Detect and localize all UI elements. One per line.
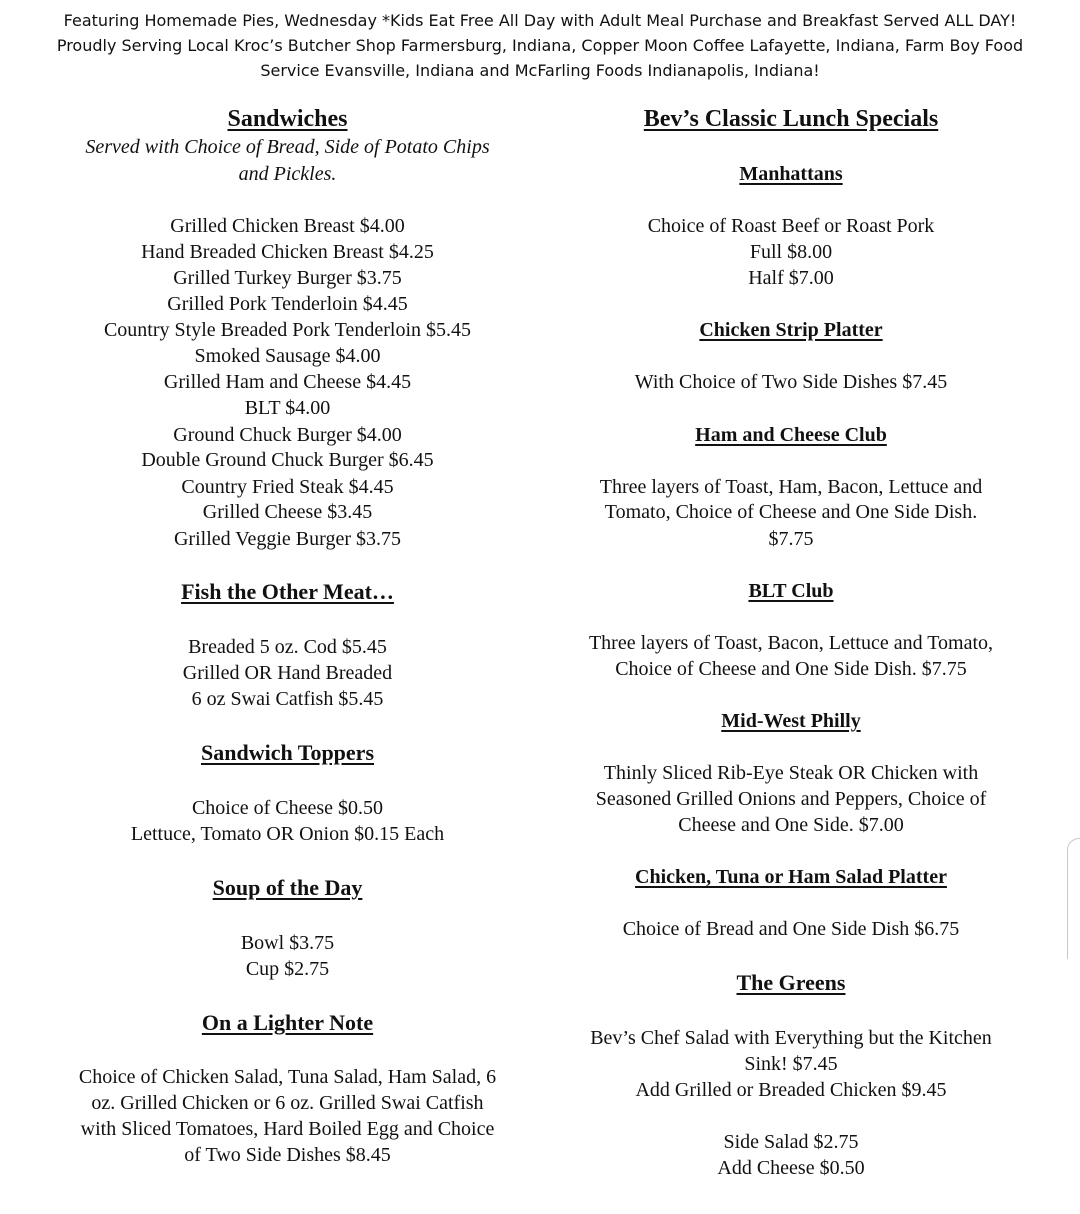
description-line: Seasoned Grilled Onions and Peppers, Choice of (595, 788, 987, 810)
specials-heading: Bev’s Classic Lunch Specials (643, 106, 939, 132)
menu-item: BLT $4.00 (244, 397, 331, 419)
menu-item: Cup $2.75 (245, 958, 330, 980)
menu-item: Hand Breaded Chicken Breast $4.25 (141, 241, 434, 263)
intro-line: Proudly Serving Local Kroc’s Butcher Shop Farmersburg, Indiana, Copper Moon Coffee Lafayette, Indiana, Farm Boy Food (56, 36, 1024, 55)
description-line: Three layers of Toast, Ham, Bacon, Lettuce and (599, 476, 983, 498)
menu-item: Bowl $3.75 (240, 932, 335, 954)
menu-item: Lettuce, Tomato OR Onion $0.15 Each (130, 823, 445, 845)
description-line: With Choice of Two Side Dishes $7.45 (634, 371, 948, 393)
menu-item: Country Style Breaded Pork Tenderloin $5.45 (103, 319, 472, 341)
description-line: Choice of Chicken Salad, Tuna Salad, Ham Salad, 6 (78, 1066, 497, 1088)
description-line: Full $8.00 (749, 241, 833, 263)
menu-item: Ground Chuck Burger $4.00 (173, 424, 402, 446)
description-line: oz. Grilled Chicken or 6 oz. Grilled Swai Catfish (91, 1092, 484, 1114)
description-line: Add Grilled or Breaded Chicken $9.45 (635, 1079, 947, 1101)
menu-item: Choice of Cheese $0.50 (191, 797, 384, 819)
menu-item: Grilled Pork Tenderloin $4.45 (167, 293, 408, 315)
fish-heading: Fish the Other Meat… (181, 579, 394, 604)
menu-item: Grilled Turkey Burger $3.75 (173, 267, 402, 289)
description-line: Three layers of Toast, Bacon, Lettuce and Tomato, (588, 632, 994, 654)
salad-platter-heading: Chicken, Tuna or Ham Salad Platter (635, 866, 947, 888)
right-column (565, 0, 1017, 1214)
menu-item: Side Salad $2.75 (723, 1131, 859, 1153)
philly-heading: Mid-West Philly (721, 710, 861, 732)
sandwiches-heading: Sandwiches (227, 106, 348, 132)
greens-heading: The Greens (736, 970, 846, 995)
toppers-heading: Sandwich Toppers (200, 740, 375, 765)
soup-heading: Soup of the Day (212, 875, 363, 900)
description-line: of Two Side Dishes $8.45 (184, 1144, 391, 1166)
lighter-heading: On a Lighter Note (201, 1010, 374, 1035)
ham-club-heading: Ham and Cheese Club (695, 424, 887, 446)
description-line: Thinly Sliced Rib-Eye Steak OR Chicken with (603, 762, 979, 784)
description-line: Bev’s Chef Salad with Everything but the Kitchen (590, 1027, 992, 1049)
menu-item: Country Fried Steak $4.45 (181, 476, 394, 498)
description-line: Cheese and One Side. $7.00 (678, 814, 904, 836)
menu-item: 6 oz Swai Catfish $5.45 (191, 688, 384, 710)
description-line: Choice of Bread and One Side Dish $6.75 (622, 918, 960, 940)
manhattans-heading: Manhattans (739, 163, 843, 185)
intro-line: Featuring Homemade Pies, Wednesday *Kids Eat Free All Day with Adult Meal Purchase and Breakfast Served ALL DAY! (63, 11, 1017, 30)
menu-item: Double Ground Chuck Burger $6.45 (141, 449, 434, 471)
sandwiches-subtitle: and Pickles. (238, 163, 337, 185)
scroll-edge-handle[interactable] (1067, 838, 1080, 959)
description-line: Half $7.00 (748, 267, 834, 289)
menu-item: Grilled Chicken Breast $4.00 (170, 215, 405, 237)
description-line: Sink! $7.45 (744, 1053, 838, 1075)
sandwiches-subtitle: Served with Choice of Bread, Side of Potato Chips (85, 136, 490, 158)
menu-item: Breaded 5 oz. Cod $5.45 (188, 636, 387, 658)
chicken-strip-heading: Chicken Strip Platter (699, 319, 883, 341)
menu-item: Grilled OR Hand Breaded (182, 662, 393, 684)
menu-item: Grilled Veggie Burger $3.75 (173, 528, 401, 550)
menu-item: Grilled Ham and Cheese $4.45 (163, 371, 412, 393)
menu-item: Add Cheese $0.50 (717, 1157, 865, 1179)
description-line: $7.75 (768, 528, 814, 550)
intro-line: Service Evansville, Indiana and McFarling Foods Indianapolis, Indiana! (260, 61, 820, 80)
description-line: Tomato, Choice of Cheese and One Side Dish. (604, 501, 978, 523)
menu-item: Grilled Cheese $3.45 (202, 501, 373, 523)
description-line: Choice of Cheese and One Side Dish. $7.75 (615, 658, 967, 680)
left-column (60, 0, 515, 1214)
blt-club-heading: BLT Club (748, 580, 834, 602)
menu-item: Smoked Sausage $4.00 (194, 345, 381, 367)
description-line: Choice of Roast Beef or Roast Pork (647, 215, 935, 237)
description-line: with Sliced Tomatoes, Hard Boiled Egg and Choice (80, 1118, 495, 1140)
